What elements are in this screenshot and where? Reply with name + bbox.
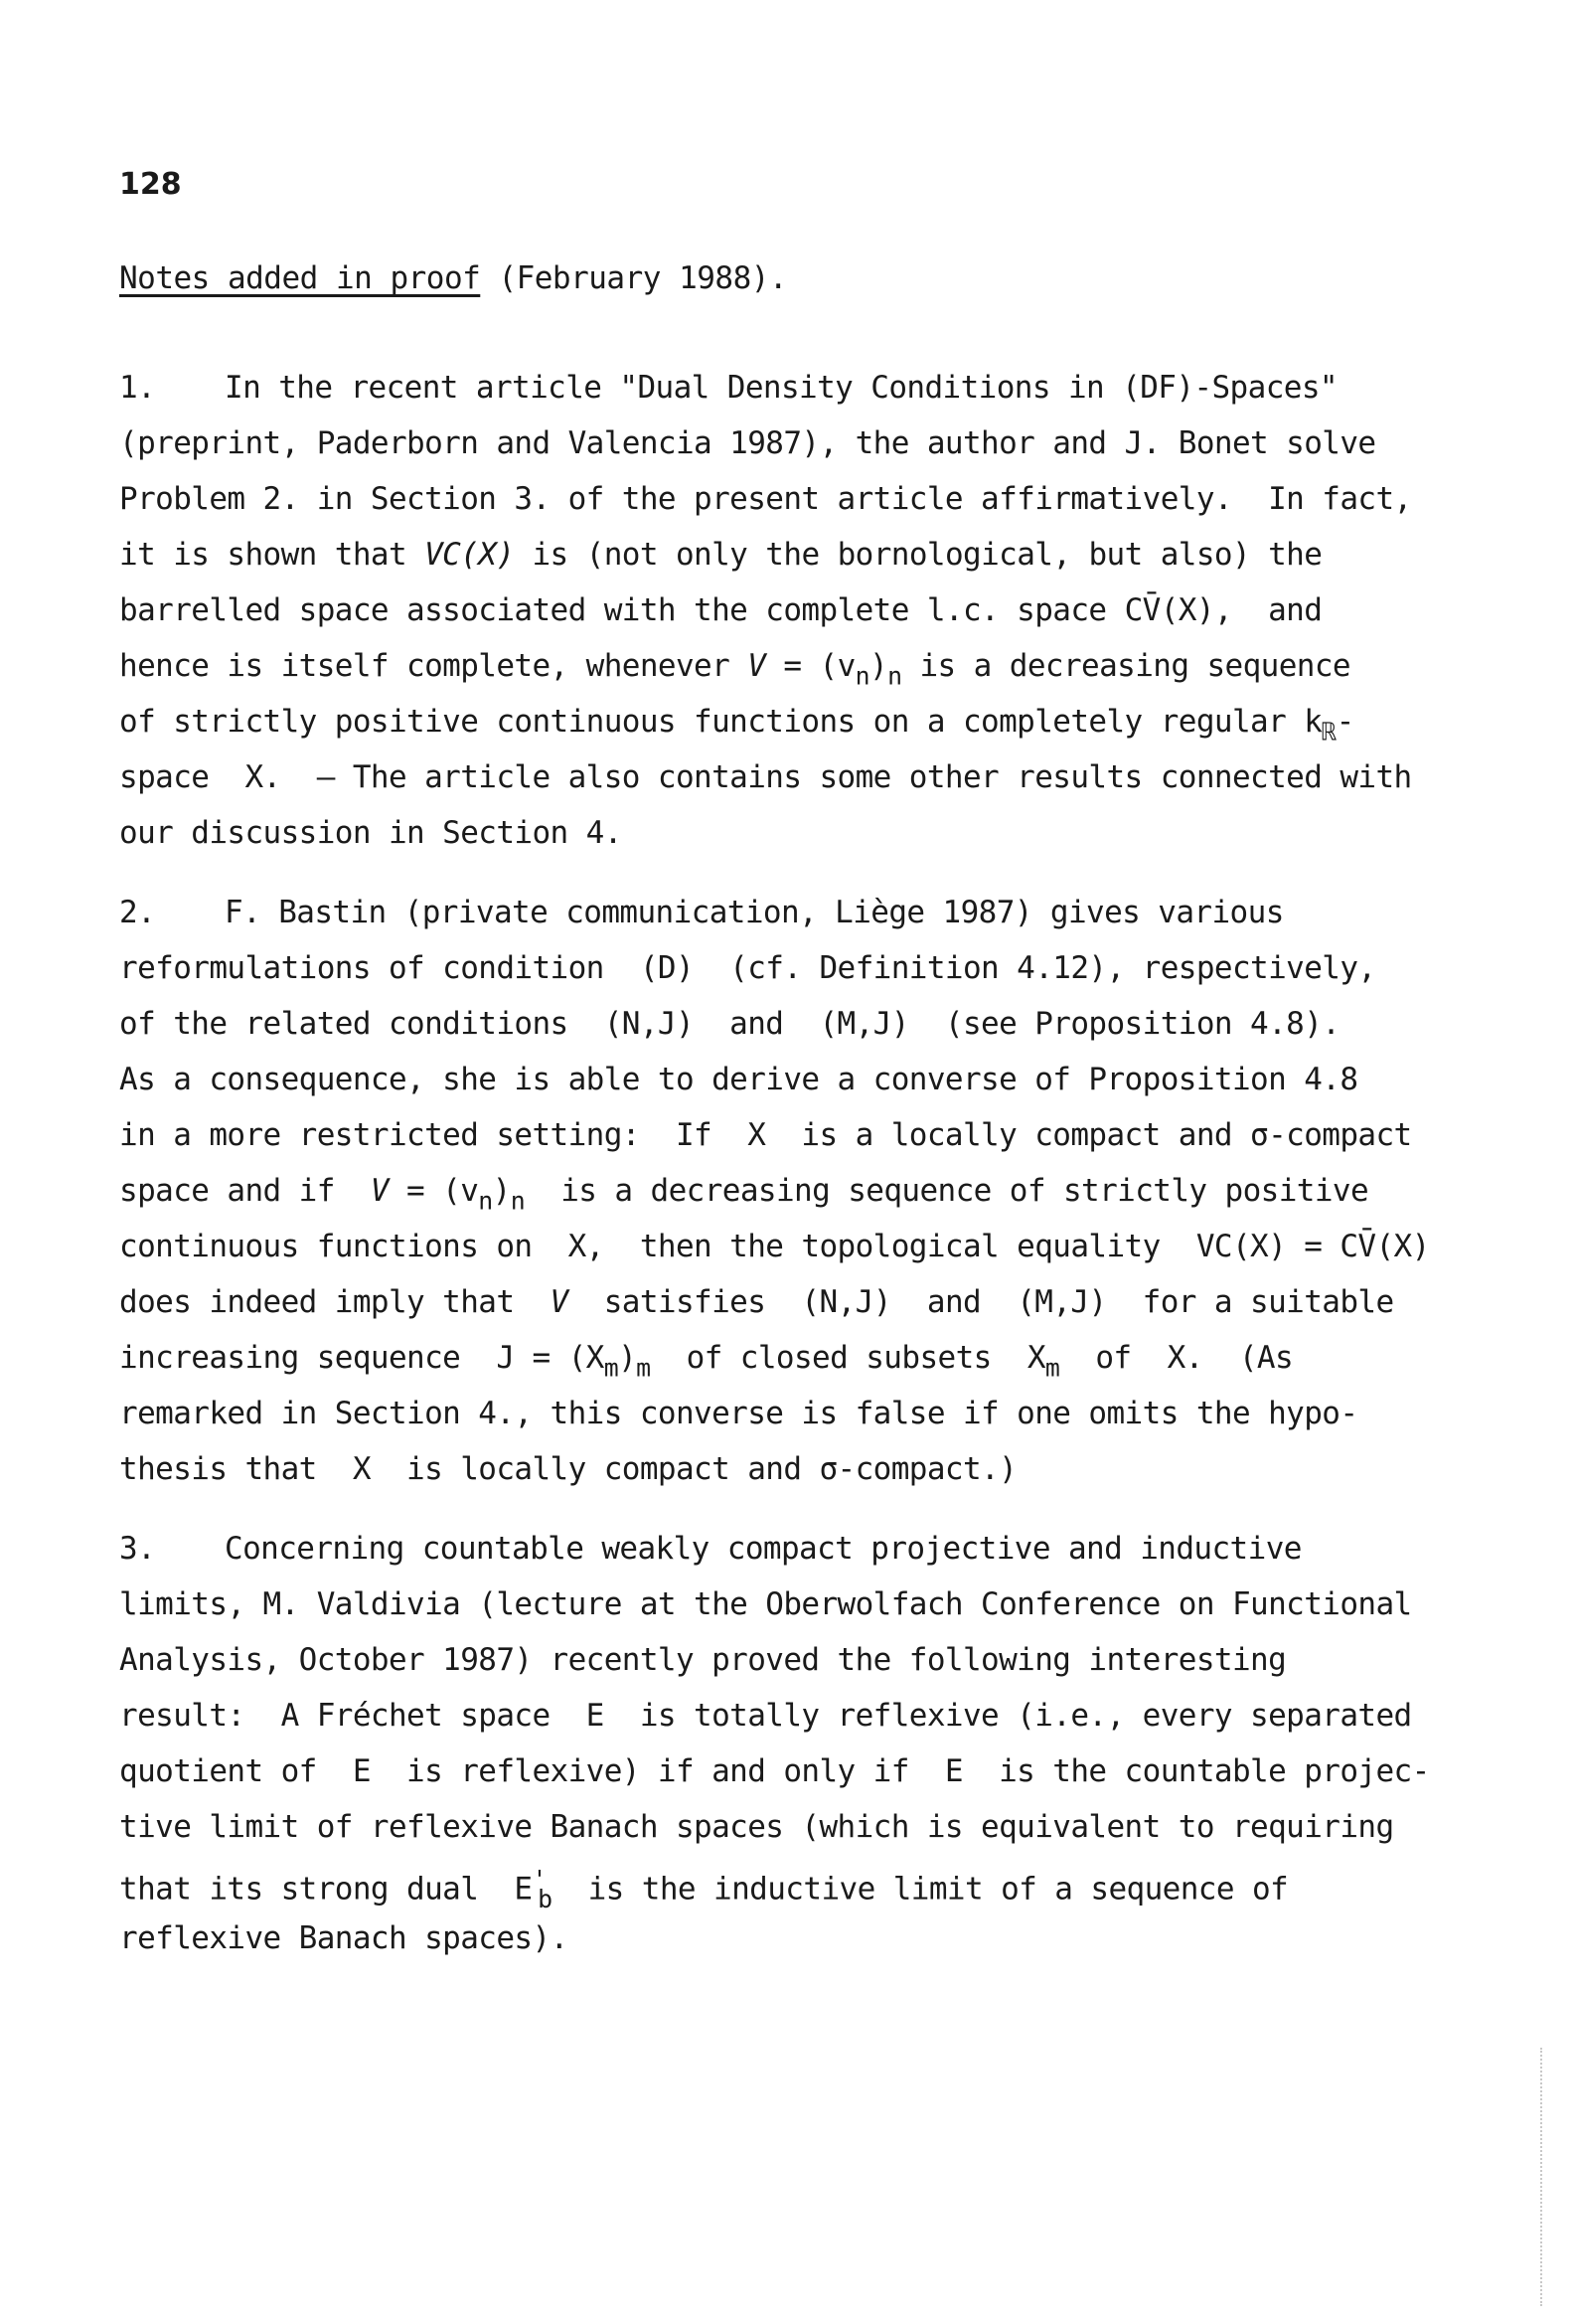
note3-line3: Analysis, October 1987) recently proved the following interesting [119,1642,1287,1678]
note1-line1: 1. In the recent article "Dual Density Conditions in (DF)-Spaces" [119,370,1338,406]
scan-margin-dots [1540,2048,1544,2306]
note2-line9: increasing sequence $J = (X_m)_m$ of closed subsets $X_m$ of X. (As [119,1340,1294,1383]
note3-line8: reflexive Banach spaces). [119,1920,568,1956]
note3-line6: tive limit of reflexive Banach spaces (which is equivalent to requiring [119,1809,1394,1845]
note3-line5: quotient of E is reflexive) if and only if E is the countable projec- [119,1753,1430,1789]
note2-line2: reformulations of condition (D) (cf. Definition 4.12), respectively, [119,950,1376,986]
page-number: 128 [119,167,182,202]
note3-line7: that its strong dual $E'_b$ is the inductive limit of a sequence of [119,1865,1289,1913]
note2-line3: of the related conditions (N,J) and (M,J) (see Proposition 4.8). [119,1006,1340,1042]
note2-label: 2. [119,895,156,930]
note2-line7: continuous functions on X, then the topological equality VC(X) = CV̄(X) [119,1229,1430,1264]
note1-line2: (preprint, Paderborn and Valencia 1987), the author and J. Bonet solve [119,425,1376,461]
note1-line8: space X. – The article also contains some other results connected with [119,759,1412,795]
note2-line8: does indeed imply that V satisfies (N,J) and (M,J) for a suitable [119,1284,1394,1320]
heading-underlined: Notes added in proof [119,260,481,296]
note2-line5: in a more restricted setting: If X is a locally compact and σ-compact [119,1117,1412,1153]
note3-line4: result: A Fréchet space E is totally reflexive (i.e., every separated [119,1698,1412,1734]
note3-line1: 3. Concerning countable weakly compact projective and inductive [119,1531,1302,1567]
note1-line7: of strictly positive continuous functions on a completely regular $k_ℝ-$ [119,704,1354,747]
note1-line5: barrelled space associated with the complete l.c. space CV̄(X), and [119,592,1323,628]
heading-date: (February 1988). [480,260,788,296]
note1-line6: hence is itself complete, whenever $V = (v_n)_n$ is a decreasing sequence [119,648,1350,691]
note1-line9: our discussion in Section 4. [119,815,622,851]
note2-line10: remarked in Section 4., this converse is false if one omits the hypo- [119,1396,1358,1431]
note1-line4: it is shown that VC(X) is (not only the bornological, but also) the [119,537,1323,573]
note3-line2: limits, M. Valdivia (lecture at the Oberwolfach Conference on Functional [119,1586,1412,1622]
note2-line4: As a consequence, she is able to derive a converse of Proposition 4.8 [119,1062,1358,1097]
note1-line3: Problem 2. in Section 3. of the present article affirmatively. In fact, [119,481,1412,517]
note2-line6: space and if $V = (v_n)_n$ is a decreasing sequence of strictly positive [119,1173,1369,1216]
note1-label: 1. [119,370,156,406]
notes-heading [119,260,787,296]
note3-label: 3. [119,1531,156,1567]
note2-line1: 2. F. Bastin (private communication, Liège 1987) gives various [119,895,1284,930]
note2-line11: thesis that X is locally compact and σ-compact.) [119,1451,1018,1487]
